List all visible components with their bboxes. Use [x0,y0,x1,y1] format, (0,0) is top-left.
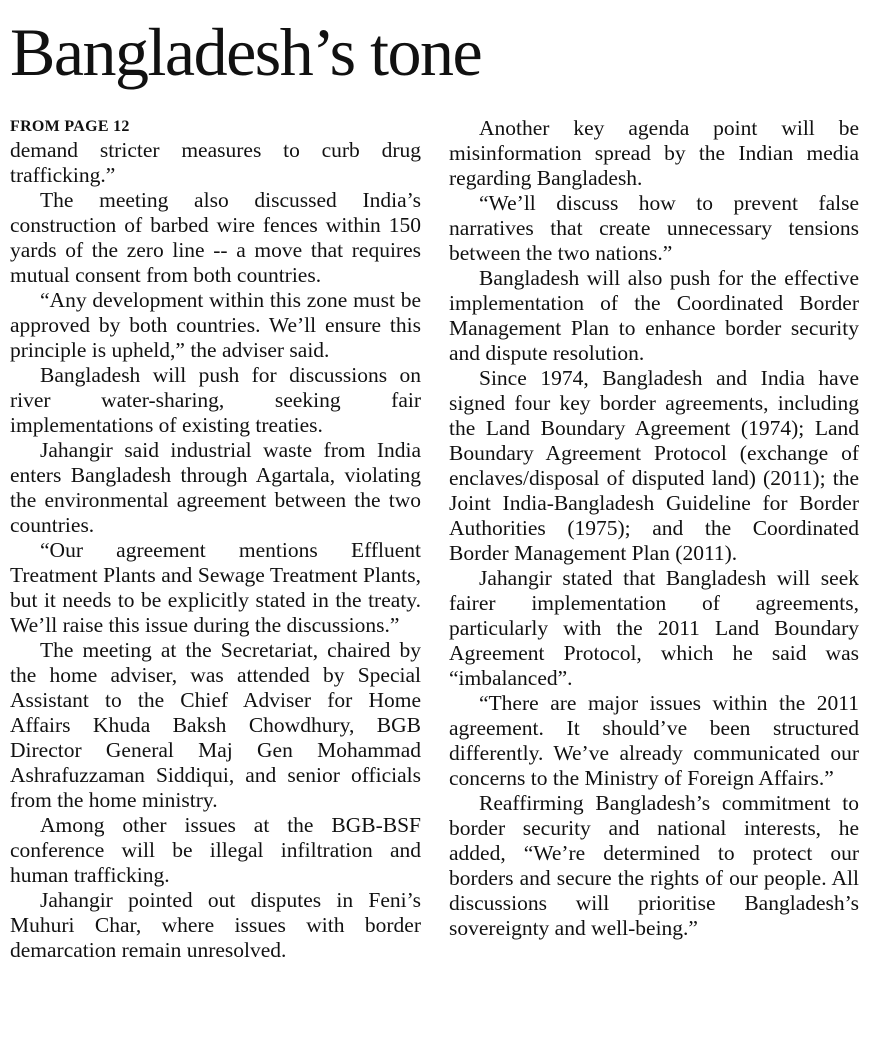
paragraph-left-4: Bangladesh will push for discussions on river water-sharing, seeking fair implementations of existing treaties. [10,363,421,437]
paragraph-left-9: Jahangir pointed out disputes in Feni’s Muhuri Char, where issues with border demarcation remain unresolved. [10,888,421,962]
continuation-kicker: FROM PAGE 12 [10,118,130,135]
paragraph-right-6: “There are major issues within the 2011 agreement. It should’ve been structured differently. We’ve already communicated our concerns to the Ministry of Foreign Affairs.” [449,691,859,790]
paragraph-left-1: demand stricter measures to curb drug trafficking.” [10,138,421,187]
paragraph-right-2: “We’ll discuss how to prevent false narratives that create unnecessary tensions between the two nations.” [449,191,859,265]
paragraph-left-7: The meeting at the Secretariat, chaired by the home adviser, was attended by Special Assistant to the Chief Adviser for Home Affairs Khuda Baksh Chowdhury, BGB Director General Maj Gen Mohammad Ashrafuzzaman Siddiqui, and senior officials from the home ministry. [10,638,421,812]
paragraph-right-3: Bangladesh will also push for the effective implementation of the Coordinated Border Management Plan to enhance border security and dispute resolution. [449,266,859,365]
paragraph-right-5: Jahangir stated that Bangladesh will seek fairer implementation of agreements, particularly with the 2011 Land Boundary Agreement Protocol, which he said was “imbalanced”. [449,566,859,690]
paragraph-left-3: “Any development within this zone must be approved by both countries. We’ll ensure this principle is upheld,” the adviser said. [10,288,421,362]
paragraph-right-4: Since 1974, Bangladesh and India have signed four key border agreements, including the Land Boundary Agreement (1974); Land Boundary Agreement Protocol (exchange of enclaves/disposal of disputed land) (2011); the Joint India-Bangladesh Guideline for Border Authorities (1975); and the Coordinated Border Management Plan (2011). [449,366,859,565]
paragraph-right-1: Another key agenda point will be misinformation spread by the Indian media regarding Bangladesh. [449,116,859,190]
paragraph-left-5: Jahangir said industrial waste from India enters Bangladesh through Agartala, violating the environmental agreement between the two countries. [10,438,421,537]
paragraph-left-8: Among other issues at the BGB-BSF conference will be illegal infiltration and human trafficking. [10,813,421,887]
paragraph-right-7: Reaffirming Bangladesh’s commitment to border security and national interests, he added, “We’re determined to protect our borders and secure the rights of our people. All discussions will prioritise Bangladesh’s sovereignty and well-being.” [449,791,859,940]
article-column-left [10,116,421,963]
paragraph-left-6: “Our agreement mentions Effluent Treatment Plants and Sewage Treatment Plants, but it needs to be explicitly stated in the treaty. We’ll raise this issue during the discussions.” [10,538,421,637]
article-column-right [449,116,859,941]
paragraph-left-2: The meeting also discussed India’s construction of barbed wire fences within 150 yards of the zero line -- a move that requires mutual consent from both countries. [10,188,421,287]
headline: Bangladesh’s tone [10,14,482,90]
